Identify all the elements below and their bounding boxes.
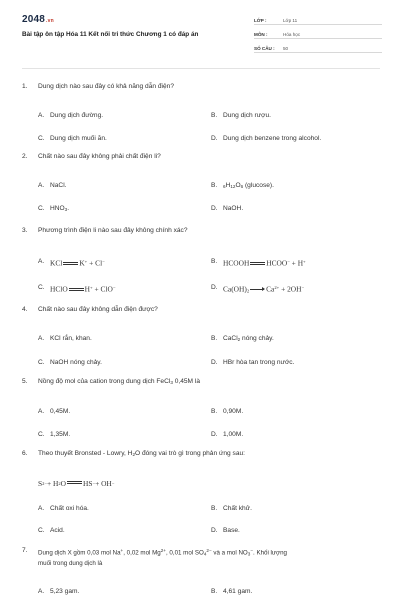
option-a[interactable]: A. KCl K+ + Cl− [38, 258, 105, 268]
meta-key: LỚP : [254, 18, 267, 23]
question-6 [22, 449, 382, 535]
document-meta [254, 14, 382, 56]
option-b[interactable]: B. 4,61 gam. [211, 587, 253, 595]
document-header [0, 0, 400, 62]
question-2 [22, 152, 382, 213]
equilibrium-arrow-icon [250, 261, 265, 267]
question-number: 1. [22, 83, 28, 90]
meta-value: Hóa học [283, 32, 301, 37]
option-c[interactable]: C. $HNO_3$. [38, 205, 70, 213]
question-7 [22, 546, 382, 595]
question-1 [22, 82, 382, 142]
question-text: Chất nào sau đây không phải chất điện li? [38, 153, 161, 160]
equilibrium-arrow-icon [69, 287, 84, 293]
option-b[interactable]: B. 0,90M. [211, 408, 244, 416]
header-divider [22, 68, 380, 69]
meta-key: MÔN : [254, 32, 268, 37]
question-number: 5. [22, 378, 28, 385]
option-d[interactable]: D. 1,00M. [211, 431, 244, 439]
option-a[interactable]: A. NaCl. [38, 182, 67, 189]
meta-key: SỐ CÂU : [254, 46, 275, 51]
option-a[interactable]: A. 0,45M. [38, 408, 71, 416]
question-number: 2. [22, 153, 28, 160]
question-number: 4. [22, 306, 28, 313]
question-number: 6. [22, 450, 28, 457]
reaction-arrow-icon [250, 287, 265, 293]
question-4 [22, 305, 382, 366]
equilibrium-arrow-icon [67, 479, 82, 485]
meta-value: 50 [283, 46, 289, 51]
option-a[interactable]: A. 5,23 gam. [38, 587, 80, 595]
option-a[interactable]: A. Dung dịch đường. [38, 112, 104, 119]
option-d[interactable]: D. Dung dịch benzene trong alcohol. [211, 135, 322, 142]
question-3 [22, 226, 382, 294]
option-d[interactable]: D. NaOH. [211, 205, 244, 212]
question-text: Theo thuyết Bronsted - Lowry, $H_2O$ đóng vai trò gì trong phản ứng sau: [38, 450, 245, 458]
option-d[interactable]: D. $Ca(OH)_2$ $Ca^{2+} + 2OH^-$ [211, 284, 305, 294]
question-number: 3. [22, 227, 28, 234]
option-c[interactable]: C. HClO H+ + ClO− [38, 284, 116, 294]
question-number: 7. [22, 547, 28, 554]
meta-grade [254, 14, 382, 25]
question-5 [22, 377, 382, 439]
question-text: Nồng độ mol của cation trong dung dịch FeCl$_3$ 0,45M là [38, 378, 201, 386]
document-title: Bài tập ôn tập Hóa 11 Kết nối tri thức Chương 1 có đáp án [22, 31, 199, 38]
question-text: Dung dịch X gồm 0,03 mol Na+, 0,02 mol $Mg^{2+}$, 0,01 mol $SO_4^{2-}$ và a mol $NO_3^-$. Khối lượng muối trong dung dịch là [38, 548, 287, 567]
option-a[interactable]: A. Chất oxi hóa. [38, 505, 89, 513]
equilibrium-arrow-icon [63, 261, 78, 267]
logo-suffix: .vn [46, 18, 54, 24]
site-logo[interactable]: 2048.vn [22, 14, 54, 25]
option-d[interactable]: D. HBr hòa tan trong nước. [211, 359, 295, 366]
question-text: Chất nào sau đây không dẫn điện được? [38, 306, 158, 313]
meta-question-count [254, 42, 382, 53]
option-c[interactable]: C. Dung dịch muối ăn. [38, 135, 107, 142]
reaction-equation: S 2− + H 2 O HS − + OH − [38, 479, 115, 489]
option-a[interactable]: A. KCl rắn, khan. [38, 335, 92, 342]
option-c[interactable]: C. NaOH nóng chảy. [38, 359, 102, 366]
option-c[interactable]: C. 1,35M. [38, 431, 71, 439]
option-b[interactable]: B. $_6H_{12}O_6$ (glucose). [211, 182, 274, 190]
option-b[interactable]: B. Chất khử. [211, 505, 252, 513]
meta-value: Lớp 11 [283, 18, 298, 23]
question-text: Phương trình điện li nào sau đây không chính xác? [38, 227, 188, 234]
option-b[interactable]: B. CaCl$_2$ nóng chảy. [211, 335, 274, 343]
option-b[interactable]: B. HCOOH HCOO− + H+ [211, 258, 306, 268]
option-b[interactable]: B. Dung dịch rượu. [211, 112, 271, 119]
question-text: Dung dịch nào sau đây có khả năng dẫn điện? [38, 83, 175, 90]
option-d[interactable]: D. Base. [211, 527, 240, 535]
option-c[interactable]: C. Acid. [38, 527, 65, 535]
meta-subject [254, 28, 382, 39]
